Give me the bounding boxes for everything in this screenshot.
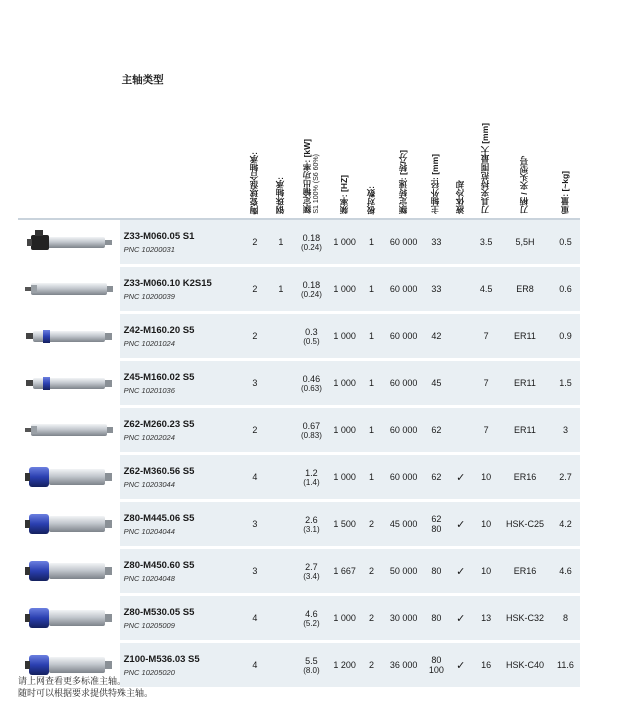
weight-value: 3 [562, 425, 568, 435]
outer-diameter-value: 42 [431, 330, 442, 341]
weight-cell [551, 360, 580, 407]
frequency-value: 1 000 [333, 613, 356, 623]
poles-cell [360, 313, 383, 360]
tool-holder-value: ER11 [514, 331, 536, 341]
ceramic-bearings-value: 4 [252, 472, 258, 482]
poles-cell [360, 548, 383, 595]
tool-holder-cell [499, 501, 551, 548]
liquid-cooling-cell [448, 454, 473, 501]
poles-value: 2 [369, 519, 375, 529]
model-cell [120, 219, 242, 266]
poles-value: 2 [369, 660, 375, 670]
poles-value: 2 [369, 566, 375, 576]
rated-power-s6-value: (0.63) [300, 383, 322, 393]
rated-power-cell [294, 266, 329, 313]
rated-power-s6-value: (0.5) [303, 336, 320, 346]
tool-clamp-range-value: 4.5 [479, 284, 493, 294]
spindle-icon [18, 461, 120, 493]
checkmark-icon: ✓ [456, 659, 466, 672]
tool-clamp-range-cell [473, 454, 499, 501]
poles-cell [360, 595, 383, 642]
tool-clamp-range-cell [473, 642, 499, 689]
rated-speed-cell [383, 595, 424, 642]
poles-value: 1 [369, 472, 375, 482]
tool-clamp-range-value: 10 [481, 566, 492, 576]
spindle-icon [18, 602, 120, 634]
tool-clamp-range-value: 3.5 [479, 237, 493, 247]
header-rated-power: 额定输出功率: [kW] S1 100% (S6 60%) [294, 8, 329, 219]
table-row [18, 501, 580, 548]
outer-diameter-value: 62 [431, 471, 442, 482]
rated-speed-cell [383, 219, 424, 266]
ceramic-bearings-cell [242, 219, 268, 266]
weight-value: 0.9 [559, 331, 572, 341]
rated-speed-value: 60 000 [389, 284, 418, 294]
rated-speed-cell [383, 360, 424, 407]
rated-power-s6-value: (1.4) [303, 477, 320, 487]
frequency-cell [329, 407, 360, 454]
rated-power-value: 2.6 [305, 514, 318, 525]
outer-diameter-cell [424, 548, 448, 595]
rated-speed-cell [383, 642, 424, 689]
outer-diameter-value: 100 [428, 665, 444, 675]
tool-holder-cell [499, 266, 551, 313]
checkmark-icon: ✓ [456, 518, 466, 531]
tool-clamp-range-cell [473, 501, 499, 548]
frequency-value: 1 200 [333, 660, 356, 670]
checkmark-icon: ✓ [456, 612, 466, 625]
ceramic-bearings-value: 4 [252, 660, 258, 670]
ceramic-bearings-value: 2 [252, 284, 258, 294]
outer-diameter-value: 62 [431, 513, 442, 524]
rated-power-s6-value: (8.0) [303, 665, 320, 675]
frequency-value: 1 000 [333, 284, 356, 294]
liquid-cooling-cell [448, 548, 473, 595]
rated-power-cell [294, 407, 329, 454]
header-outer-diameter: 主轴外径: [mm] [424, 8, 448, 219]
tool-holder-value: 5,5H [515, 237, 535, 247]
spindle-image [18, 454, 120, 501]
weight-cell [551, 313, 580, 360]
poles-cell [360, 642, 383, 689]
ceramic-bearings-cell [242, 360, 268, 407]
table-body [18, 219, 580, 689]
header-liquid-cooling: 液体冷却 [448, 8, 473, 219]
outer-diameter-value: 80 [431, 654, 442, 665]
spindle-icon [18, 320, 120, 352]
outer-diameter-cell [424, 595, 448, 642]
spindle-icon [18, 508, 120, 540]
spindle-image [18, 313, 120, 360]
frequency-cell [329, 360, 360, 407]
rated-power-value: 0.18 [302, 232, 321, 243]
table-row [18, 595, 580, 642]
tool-holder-cell [499, 548, 551, 595]
weight-value: 1.5 [559, 378, 572, 388]
outer-diameter-cell [424, 454, 448, 501]
tool-clamp-range-cell [473, 266, 499, 313]
rated-power-cell [294, 642, 329, 689]
model-name: Z33-M060.10 K2S15 [123, 277, 212, 289]
header-steel-bearings: 钢珠轴承: [268, 8, 294, 219]
spindle-image [18, 266, 120, 313]
rated-power-value: 4.6 [305, 608, 318, 619]
steel-bearings-cell [268, 454, 294, 501]
spindle-icon [18, 273, 120, 305]
model-cell [120, 595, 242, 642]
outer-diameter-value: 45 [431, 377, 442, 388]
tool-holder-cell [499, 360, 551, 407]
rated-power-value: 5.5 [305, 655, 318, 666]
rated-power-s6-value: (3.1) [303, 524, 320, 534]
frequency-cell [329, 642, 360, 689]
weight-value: 2.7 [559, 472, 572, 482]
frequency-cell [329, 266, 360, 313]
model-name: Z80-M530.05 S5 [123, 606, 195, 618]
tool-clamp-range-value: 10 [481, 519, 492, 529]
liquid-cooling-cell [448, 595, 473, 642]
weight-cell [551, 454, 580, 501]
model-pnc: PNC 10201036 [123, 385, 175, 395]
model-pnc: PNC 10200031 [123, 244, 175, 254]
frequency-value: 1 000 [333, 378, 356, 388]
rated-power-value: 0.18 [302, 279, 321, 290]
rated-speed-value: 45 000 [389, 519, 418, 529]
liquid-cooling-cell [448, 360, 473, 407]
tool-clamp-range-value: 16 [481, 660, 492, 670]
rated-speed-value: 30 000 [389, 613, 418, 623]
tool-holder-value: ER16 [513, 566, 537, 576]
rated-power-s6-value: (0.83) [300, 430, 322, 440]
footer-notes [18, 675, 153, 699]
poles-value: 1 [369, 331, 375, 341]
spindle-image [18, 219, 120, 266]
model-name: Z42-M160.20 S5 [123, 324, 195, 336]
header-poles: 极对数: [360, 8, 383, 219]
steel-bearings-value: 1 [278, 237, 284, 247]
table-row [18, 407, 580, 454]
ceramic-bearings-cell [242, 595, 268, 642]
outer-diameter-cell [424, 266, 448, 313]
tool-holder-cell [499, 219, 551, 266]
model-pnc: PNC 10205020 [123, 667, 175, 677]
outer-diameter-value: 80 [431, 612, 442, 623]
frequency-value: 1 000 [333, 472, 356, 482]
header-tool-holder: 刀柄 / 夹头型号 [499, 8, 551, 219]
rated-speed-value: 60 000 [389, 331, 418, 341]
weight-value: 11.6 [557, 660, 574, 670]
rated-power-s6-value: (0.24) [300, 242, 322, 252]
table-row [18, 266, 580, 313]
spindle-image [18, 548, 120, 595]
table-row [18, 360, 580, 407]
outer-diameter-value: 80 [431, 565, 442, 576]
steel-bearings-cell [268, 548, 294, 595]
tool-holder-value: ER11 [514, 425, 536, 435]
ceramic-bearings-cell [242, 642, 268, 689]
liquid-cooling-cell [448, 642, 473, 689]
table-header-row [18, 8, 580, 219]
outer-diameter-value: 80 [431, 524, 442, 534]
poles-value: 1 [369, 237, 375, 247]
rated-power-value: 0.46 [302, 373, 321, 384]
model-pnc: PNC 10204048 [123, 573, 175, 583]
poles-value: 1 [369, 378, 375, 388]
weight-value: 4.6 [559, 566, 572, 576]
frequency-value: 1 000 [333, 237, 356, 247]
model-pnc: PNC 10202024 [123, 432, 175, 442]
model-name: Z80-M445.06 S5 [123, 512, 195, 524]
frequency-cell [329, 313, 360, 360]
header-rated-speed: 额定转速: [转/分] [383, 8, 424, 219]
weight-value: 0.6 [559, 284, 572, 294]
rated-power-value: 0.3 [305, 326, 318, 337]
tool-clamp-range-value: 7 [483, 331, 489, 341]
model-cell [120, 454, 242, 501]
rated-speed-value: 60 000 [389, 425, 418, 435]
poles-value: 1 [369, 425, 375, 435]
steel-bearings-cell [268, 266, 294, 313]
ceramic-bearings-value: 3 [252, 378, 258, 388]
outer-diameter-cell [424, 642, 448, 689]
rated-power-s6-value: (0.24) [300, 289, 322, 299]
header-weight: 重量: [~kg] [551, 8, 580, 219]
spindle-icon [18, 226, 120, 258]
tool-holder-value: HSK-C32 [505, 613, 544, 623]
tool-clamp-range-cell [473, 360, 499, 407]
ceramic-bearings-value: 4 [252, 613, 258, 623]
ceramic-bearings-value: 3 [252, 519, 258, 529]
model-cell [120, 548, 242, 595]
weight-value: 0.5 [559, 237, 572, 247]
rated-speed-value: 50 000 [389, 566, 418, 576]
ceramic-bearings-cell [242, 313, 268, 360]
poles-cell [360, 407, 383, 454]
weight-cell [551, 548, 580, 595]
liquid-cooling-cell [448, 407, 473, 454]
model-cell [120, 360, 242, 407]
poles-cell [360, 501, 383, 548]
frequency-value: 1 000 [333, 425, 356, 435]
rated-speed-cell [383, 454, 424, 501]
steel-bearings-cell [268, 501, 294, 548]
rated-power-cell [294, 454, 329, 501]
ceramic-bearings-cell [242, 407, 268, 454]
tool-holder-value: ER11 [514, 378, 536, 388]
poles-cell [360, 219, 383, 266]
poles-cell [360, 360, 383, 407]
weight-cell [551, 642, 580, 689]
tool-clamp-range-cell [473, 548, 499, 595]
tool-holder-cell [499, 313, 551, 360]
tool-holder-value: HSK-C25 [505, 519, 544, 529]
rated-speed-value: 60 000 [389, 472, 418, 482]
rated-speed-cell [383, 501, 424, 548]
weight-value: 8 [562, 613, 568, 623]
frequency-value: 1 667 [333, 566, 356, 576]
model-name: Z33-M060.05 S1 [123, 230, 195, 242]
rated-speed-cell [383, 407, 424, 454]
ceramic-bearings-value: 2 [252, 425, 258, 435]
tool-holder-cell [499, 642, 551, 689]
steel-bearings-cell [268, 313, 294, 360]
spindle-icon [18, 414, 120, 446]
poles-cell [360, 454, 383, 501]
rated-speed-cell [383, 313, 424, 360]
model-name: Z80-M450.60 S5 [123, 559, 195, 571]
steel-bearings-cell [268, 360, 294, 407]
footer-line-1: 请上网查看更多标准主轴。 [18, 676, 127, 686]
weight-cell [551, 501, 580, 548]
outer-diameter-cell [424, 219, 448, 266]
frequency-cell [329, 501, 360, 548]
model-pnc: PNC 10201024 [123, 338, 175, 348]
spindle-image [18, 360, 120, 407]
ceramic-bearings-cell [242, 266, 268, 313]
table-row [18, 454, 580, 501]
steel-bearings-value: 1 [278, 284, 284, 294]
ceramic-bearings-value: 2 [252, 331, 258, 341]
header-spindle-type: 主轴类型 [120, 8, 242, 219]
tool-holder-cell [499, 595, 551, 642]
spindle-icon [18, 367, 120, 399]
checkmark-icon: ✓ [456, 565, 466, 578]
rated-speed-value: 60 000 [389, 378, 418, 388]
tool-clamp-range-cell [473, 407, 499, 454]
model-name: Z100-M536.03 S5 [123, 653, 200, 665]
rated-power-s6-value: (3.4) [303, 571, 320, 581]
liquid-cooling-cell [448, 219, 473, 266]
tool-holder-value: ER8 [516, 284, 534, 294]
rated-speed-value: 60 000 [389, 237, 418, 247]
table-row [18, 219, 580, 266]
ceramic-bearings-cell [242, 454, 268, 501]
footer-line-2: 随时可以根据要求提供特殊主轴。 [18, 688, 154, 699]
rated-speed-value: 36 000 [389, 660, 418, 670]
model-cell [120, 266, 242, 313]
liquid-cooling-cell [448, 501, 473, 548]
outer-diameter-value: 33 [431, 236, 442, 247]
rated-power-cell [294, 360, 329, 407]
ceramic-bearings-cell [242, 501, 268, 548]
steel-bearings-cell [268, 595, 294, 642]
poles-value: 2 [369, 613, 375, 623]
weight-cell [551, 266, 580, 313]
tool-clamp-range-cell [473, 313, 499, 360]
model-pnc: PNC 10203044 [123, 479, 175, 489]
rated-power-cell [294, 595, 329, 642]
tool-clamp-range-value: 7 [483, 378, 489, 388]
weight-cell [551, 595, 580, 642]
model-cell [120, 501, 242, 548]
outer-diameter-value: 33 [431, 283, 442, 294]
rated-speed-cell [383, 266, 424, 313]
model-name: Z62-M260.23 S5 [123, 418, 195, 430]
tool-holder-value: HSK-C40 [505, 660, 544, 670]
outer-diameter-cell [424, 360, 448, 407]
frequency-cell [329, 548, 360, 595]
rated-power-cell [294, 548, 329, 595]
tool-holder-cell [499, 407, 551, 454]
rated-power-s6-value: (5.2) [303, 618, 320, 628]
table-row [18, 548, 580, 595]
weight-cell [551, 407, 580, 454]
tool-clamp-range-cell [473, 219, 499, 266]
spindle-image [18, 407, 120, 454]
model-cell [120, 407, 242, 454]
spindle-image [18, 595, 120, 642]
header-frequency: 频率: [HZ] [329, 8, 360, 219]
frequency-cell [329, 595, 360, 642]
tool-clamp-range-cell [473, 595, 499, 642]
frequency-value: 1 000 [333, 331, 356, 341]
steel-bearings-cell [268, 219, 294, 266]
spindle-spec-table [18, 8, 580, 690]
model-pnc: PNC 10200039 [123, 291, 175, 301]
model-pnc: PNC 10205009 [123, 620, 175, 630]
steel-bearings-cell [268, 642, 294, 689]
header-tool-clamp-range: 刀具夹持范围最大 [mm] [473, 8, 499, 219]
model-name: Z62-M360.56 S5 [123, 465, 195, 477]
tool-clamp-range-value: 7 [483, 425, 489, 435]
liquid-cooling-cell [448, 313, 473, 360]
header-image-spacer [18, 8, 120, 219]
ceramic-bearings-value: 3 [252, 566, 258, 576]
frequency-cell [329, 454, 360, 501]
outer-diameter-cell [424, 407, 448, 454]
steel-bearings-cell [268, 407, 294, 454]
outer-diameter-value: 62 [431, 424, 442, 435]
rated-power-value: 1.2 [305, 467, 318, 478]
ceramic-bearings-cell [242, 548, 268, 595]
spindle-icon [18, 555, 120, 587]
outer-diameter-cell [424, 501, 448, 548]
header-ceramic-bearings: 陶瓷球混合轴承: [242, 8, 268, 219]
ceramic-bearings-value: 2 [252, 237, 258, 247]
outer-diameter-cell [424, 313, 448, 360]
model-name: Z45-M160.02 S5 [123, 371, 195, 383]
model-cell [120, 313, 242, 360]
tool-holder-cell [499, 454, 551, 501]
poles-value: 1 [369, 284, 375, 294]
table-row [18, 313, 580, 360]
rated-speed-cell [383, 548, 424, 595]
poles-cell [360, 266, 383, 313]
tool-clamp-range-value: 10 [481, 472, 492, 482]
rated-power-cell [294, 219, 329, 266]
weight-cell [551, 219, 580, 266]
rated-power-cell [294, 501, 329, 548]
rated-power-value: 2.7 [305, 561, 318, 572]
rated-power-cell [294, 313, 329, 360]
checkmark-icon: ✓ [456, 471, 466, 484]
rated-power-value: 0.67 [302, 420, 321, 431]
tool-clamp-range-value: 13 [481, 613, 492, 623]
model-pnc: PNC 10204044 [123, 526, 175, 536]
frequency-cell [329, 219, 360, 266]
frequency-value: 1 500 [333, 519, 356, 529]
tool-holder-value: ER16 [513, 472, 537, 482]
liquid-cooling-cell [448, 266, 473, 313]
weight-value: 4.2 [559, 519, 572, 529]
spindle-image [18, 501, 120, 548]
